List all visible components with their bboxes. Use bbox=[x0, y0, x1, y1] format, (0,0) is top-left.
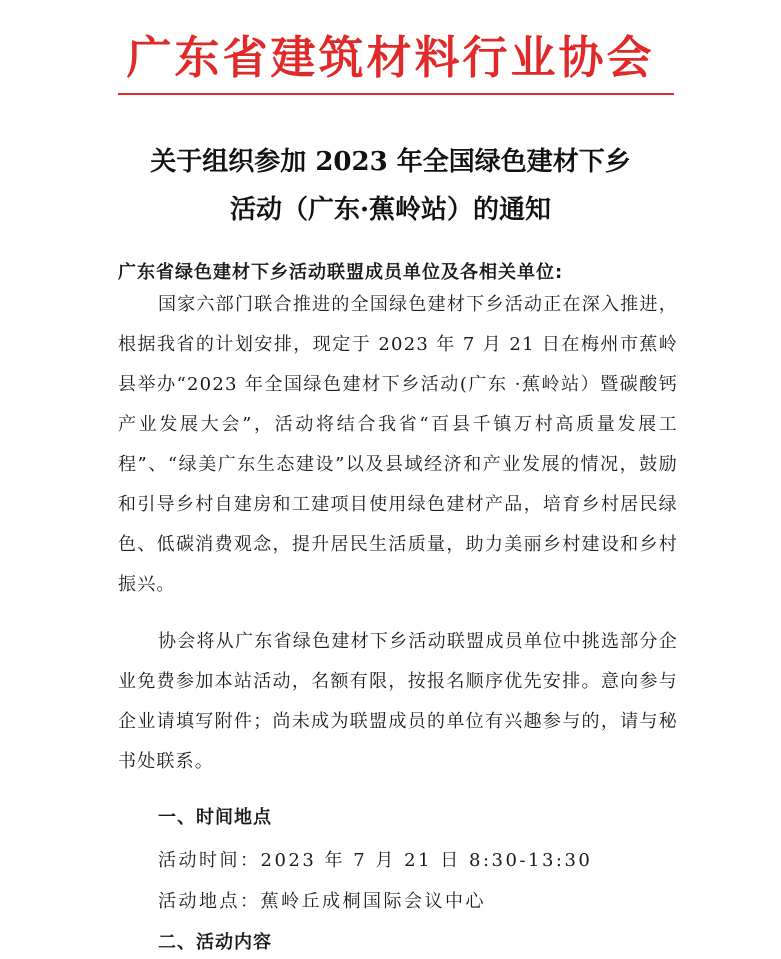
activity-place: 活动地点：蕉岭丘成桐国际会议中心 bbox=[158, 891, 486, 912]
addressee: 广东省绿色建材下乡活动联盟成员单位及各相关单位: bbox=[118, 262, 564, 283]
body-paragraph-1: 国家六部门联合推进的全国绿色建材下乡活动正在深入推进，根据我省的计划安排，现定于 2023 年 7 月 21 日在梅州市蕉岭县举办“2023 年全国绿色建材下乡活动(广东 ·蕉岭站）暨碳酸钙产业发展大会”，活动将结合我省“百县千镇万村高质量发展工程”、“绿美广东生态建设”以及县域经济和产业发展的情况，鼓励和引导乡村自建房和工建项目使用绿色建材产品，培育乡村居民绿色、低碳消费观念，提升居民生活质量，助力美丽乡村建设和乡村振兴。 bbox=[118, 294, 678, 595]
letterhead-divider bbox=[118, 93, 674, 95]
activity-time: 活动时间：2023 年 7 月 21 日 8:30-13:30 bbox=[158, 850, 593, 871]
section-heading-content: 二、活动内容 bbox=[158, 932, 272, 953]
section-heading-time-place: 一、时间地点 bbox=[158, 807, 272, 828]
notice-title-line2: 活动（广东·蕉岭站）的通知 bbox=[229, 195, 552, 225]
body-paragraph-2: 协会将从广东省绿色建材下乡活动联盟成员单位中挑选部分企业免费参加本站活动，名额有限，按报名顺序优先安排。意向参与企业请填写附件；尚未成为联盟成员的单位有兴趣参与的，请与秘书处联系。 bbox=[118, 631, 678, 772]
letterhead-title: 广东省建筑材料行业协会 bbox=[126, 31, 655, 84]
notice-title-line1: 关于组织参加 2023 年全国绿色建材下乡 bbox=[150, 147, 631, 177]
